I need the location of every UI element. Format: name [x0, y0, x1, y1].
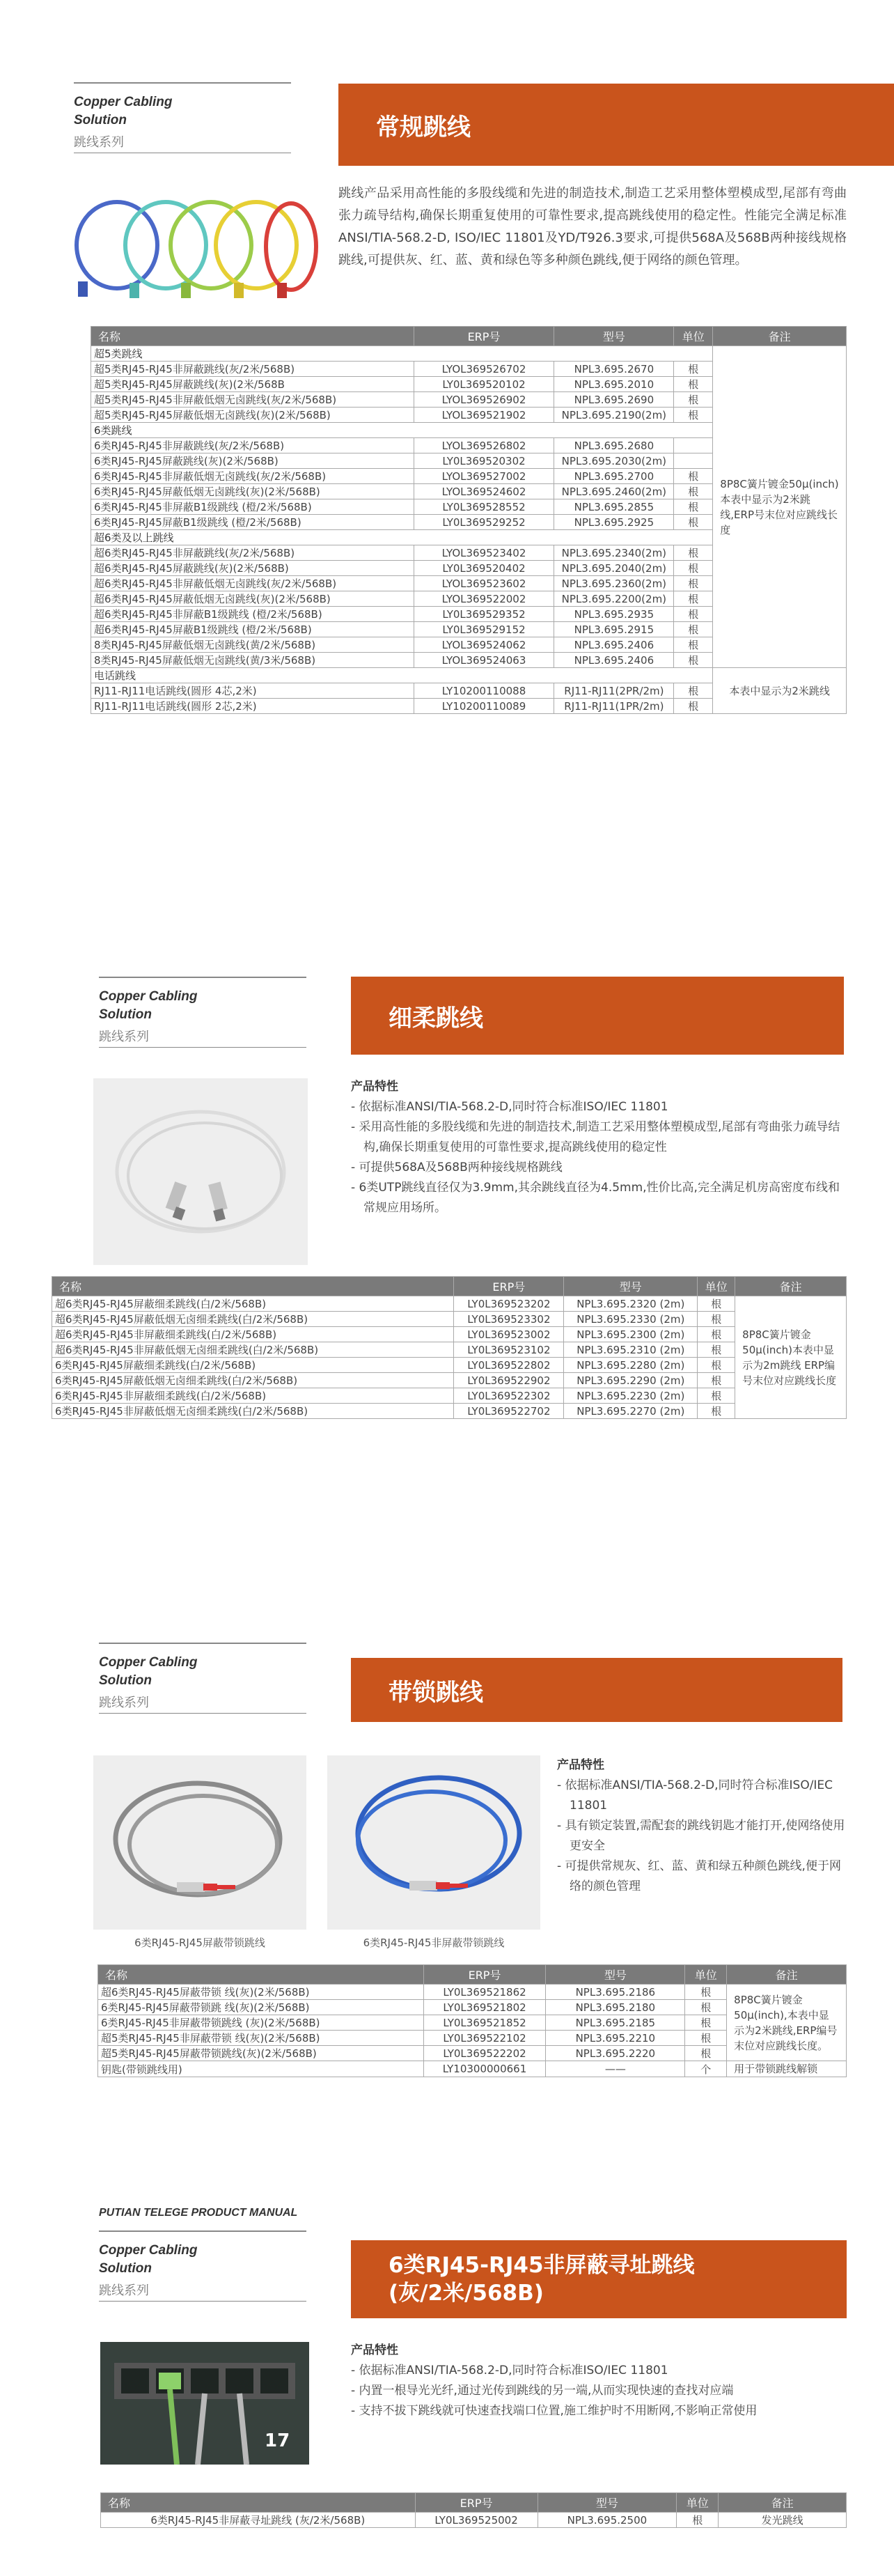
cell-model: NPL3.695.2360(2m) [554, 576, 674, 591]
cell-model: NPL3.695.2280 (2m) [564, 1358, 698, 1373]
cell-unit: 根 [674, 515, 713, 530]
remark-note: 8P8C簧片镀金50μ(inch)本表中显示为2米跳线,ERP号末位对应跳线长度 [713, 346, 847, 668]
cell-erp: LYOL369527002 [414, 469, 554, 484]
feature-item: - 依据标准ANSI/TIA-568.2-D,同时符合标准ISO/IEC 11801 [351, 1097, 845, 1117]
brand-en-line1: Copper Cabling [99, 989, 198, 1004]
cell-model: NPL3.695.2320 (2m) [564, 1296, 698, 1312]
cell-erp: LY10200110089 [414, 699, 554, 714]
cell-erp: LY0L369529152 [414, 622, 554, 637]
cell-model: NPL3.695.2855 [554, 499, 674, 515]
cell-erp: LY0L369522702 [454, 1404, 564, 1419]
cell-name: 超5类RJ45-RJ45屏蔽低烟无卤跳线(灰)(2米/568B) [91, 408, 414, 423]
cell-unit: 根 [674, 377, 713, 392]
remark-note: 本表中显示为2米跳线 [713, 668, 847, 714]
table-row [101, 2513, 847, 2528]
cell-unit: 根 [674, 499, 713, 515]
cell-erp: LY0L369525002 [415, 2513, 538, 2528]
brand-block [99, 2230, 306, 2302]
brand-en-line2: Solution [99, 2261, 152, 2276]
cell-unit: 个 [685, 2061, 727, 2077]
cell-model: NPL3.695.2270 (2m) [564, 1404, 698, 1419]
feature-title: 产品特性 [351, 1080, 398, 1094]
photo-caption: 6类RJ45-RJ45屏蔽带锁跳线 [134, 1937, 265, 1949]
cell-name: 超5类RJ45-RJ45非屏蔽跳线(灰/2米/568B) [91, 362, 414, 377]
feature-title: 产品特性 [351, 2343, 398, 2357]
cell-model: NPL3.695.2680 [554, 438, 674, 453]
cell-erp: LY0L369521862 [423, 1985, 546, 2000]
brand-en-line2: Solution [99, 1007, 152, 1022]
feature-item: - 采用高性能的多股线缆和先进的制造技术,制造工艺采用整体塑模成型,尾部有弯曲张力疏导结构,确保长期重复使用的可靠性要求,提高跳线使用的稳定性 [351, 1117, 845, 1158]
brand-block [99, 977, 306, 1048]
port-number: 17 [265, 2430, 290, 2451]
brand-en-line2: Solution [99, 1673, 152, 1688]
cell-remark: 发光跳线 [719, 2513, 847, 2528]
cell-erp: LYOL369522002 [414, 591, 554, 607]
section-title-banner [351, 977, 844, 1055]
col-unit: 单位 [698, 1277, 735, 1296]
cell-name: 超5类RJ45-RJ45屏蔽带锁跳线(灰)(2米/568B) [98, 2046, 424, 2061]
cell-unit: 根 [698, 1373, 735, 1388]
col-model: 型号 [554, 327, 674, 346]
cell-model: NPL3.695.2406 [554, 637, 674, 653]
cell-erp: LY10200110088 [414, 683, 554, 699]
cell-model: NPL3.695.2406 [554, 653, 674, 668]
section-title: 细柔跳线 [389, 1004, 483, 1032]
cell-name: 6类RJ45-RJ45非屏蔽寻址跳线 (灰/2米/568B) [101, 2513, 416, 2528]
cell-model: NPL3.695.2700 [554, 469, 674, 484]
cell-name: 6类RJ45-RJ45屏蔽低烟无卤细柔跳线(白/2米/568B) [52, 1373, 454, 1388]
unshielded-locking-cord-photo [327, 1755, 540, 1930]
cell-erp: LY0L369521802 [423, 2000, 546, 2015]
cell-model: NPL3.695.2670 [554, 362, 674, 377]
brand-en-line2: Solution [74, 113, 127, 127]
cell-model: NPL3.695.2690 [554, 392, 674, 408]
cell-model: NPL3.695.2330 (2m) [564, 1312, 698, 1327]
cell-erp: LY0L369522802 [454, 1358, 564, 1373]
cell-model: NPL3.695.2300 (2m) [564, 1327, 698, 1342]
manual-title: PUTIAN TELEGE PRODUCT MANUAL [99, 2207, 298, 2219]
cell-unit [674, 438, 713, 453]
cell-unit: 根 [674, 683, 713, 699]
brand-block [74, 82, 291, 153]
feature-title: 产品特性 [557, 1758, 604, 1772]
table-row [52, 1342, 847, 1358]
col-remark: 备注 [727, 1965, 847, 1985]
section-title: 常规跳线 [376, 113, 471, 141]
cell-unit: 根 [685, 2031, 727, 2046]
cell-model: RJ11-RJ11(1PR/2m) [554, 699, 674, 714]
cell-model: NPL3.695.2460(2m) [554, 484, 674, 499]
cell-model: NPL3.695.2010 [554, 377, 674, 392]
col-unit: 单位 [685, 1965, 727, 1985]
cell-unit: 根 [674, 637, 713, 653]
group-label: 6类跳线 [91, 423, 713, 438]
cell-unit: 根 [674, 653, 713, 668]
cell-model: NPL3.695.2290 (2m) [564, 1373, 698, 1388]
cell-unit: 根 [674, 392, 713, 408]
cell-model: —— [546, 2061, 685, 2077]
cell-erp: LYOL369521902 [414, 408, 554, 423]
cell-unit: 根 [685, 2046, 727, 2061]
cell-model: NPL3.695.2210 [546, 2031, 685, 2046]
cell-name: 超6类RJ45-RJ45非屏蔽B1级跳线 (橙/2米/568B) [91, 607, 414, 622]
cell-unit: 根 [698, 1312, 735, 1327]
section-title-banner [351, 2240, 847, 2318]
cell-unit: 根 [698, 1358, 735, 1373]
brand-cn: 跳线系列 [99, 1696, 149, 1710]
group-label: 超6类及以上跳线 [91, 530, 713, 545]
cell-name: 6类RJ45-RJ45屏蔽细柔跳线(白/2米/568B) [52, 1358, 454, 1373]
cell-erp: LYOL369524062 [414, 637, 554, 653]
cell-name: 超5类RJ45-RJ45非屏蔽低烟无卤跳线(灰/2米/568B) [91, 392, 414, 408]
cell-model: NPL3.695.2935 [554, 607, 674, 622]
cell-name: 超6类RJ45-RJ45非屏蔽低烟无卤跳线(灰/2米/568B) [91, 576, 414, 591]
group-label: 超5类跳线 [91, 346, 713, 362]
cell-unit: 根 [674, 545, 713, 561]
cell-name: 超6类RJ45-RJ45非屏蔽细柔跳线(白/2米/568B) [52, 1327, 454, 1342]
cell-erp: LY0L369529252 [414, 515, 554, 530]
cell-model: NPL3.695.2180 [546, 2000, 685, 2015]
cell-name: 超6类RJ45-RJ45屏蔽低烟无卤细柔跳线(白/2米/568B) [52, 1312, 454, 1327]
cell-name: 6类RJ45-RJ45屏蔽带锁跳 线(灰)(2米/568B) [98, 2000, 424, 2015]
feature-item: - 内置一根导光光纤,通过光传到跳线的另一端,从而实现快速的查找对应端 [351, 2381, 847, 2401]
cell-model: RJ11-RJ11(2PR/2m) [554, 683, 674, 699]
product-table-traceable [100, 2492, 847, 2528]
cell-erp: LY0L369523102 [454, 1342, 564, 1358]
cell-erp: LY0L369523202 [454, 1296, 564, 1312]
patch-cords-image [68, 183, 320, 308]
product-table-slim [52, 1276, 847, 1419]
cell-name: 超6类RJ45-RJ45屏蔽跳线(灰)(2米/568B) [91, 561, 414, 576]
table-row [52, 1296, 847, 1312]
cell-erp: LY0L369520402 [414, 561, 554, 576]
col-unit: 单位 [674, 327, 713, 346]
cell-name: 6类RJ45-RJ45屏蔽低烟无卤跳线(灰)(2米/568B) [91, 484, 414, 499]
cell-erp: LYOL369524602 [414, 484, 554, 499]
cell-erp: LY0L369529352 [414, 607, 554, 622]
cell-unit: 根 [674, 561, 713, 576]
section-title-banner [351, 1658, 842, 1722]
col-erp: ERP号 [454, 1277, 564, 1296]
cell-name: 6类RJ45-RJ45非屏蔽带锁跳线 (灰)(2米/568B) [98, 2015, 424, 2031]
cell-erp: LY0L369523302 [454, 1312, 564, 1327]
cell-name: 超6类RJ45-RJ45屏蔽细柔跳线(白/2米/568B) [52, 1296, 454, 1312]
cell-unit: 根 [685, 2015, 727, 2031]
cell-name: 超6类RJ45-RJ45屏蔽低烟无卤跳线(灰)(2米/568B) [91, 591, 414, 607]
cell-name: 8类RJ45-RJ45屏蔽低烟无卤跳线(黄/2米/568B) [91, 637, 414, 653]
brand-cn: 跳线系列 [99, 2283, 149, 2298]
col-name: 名称 [91, 327, 414, 346]
cell-name: 6类RJ45-RJ45非屏蔽低烟无卤细柔跳线(白/2米/568B) [52, 1404, 454, 1419]
cell-erp: LYOL369523402 [414, 545, 554, 561]
col-model: 型号 [546, 1965, 685, 1985]
remark-note: 8P8C簧片镀金50μ(inch)本表中显示为2m跳线 ERP编号末位对应跳线长度 [735, 1296, 847, 1419]
col-model: 型号 [564, 1277, 698, 1296]
cell-name: RJ11-RJ11电话跳线(圆形 4芯,2米) [91, 683, 414, 699]
cell-model: NPL3.695.2220 [546, 2046, 685, 2061]
cell-name: 6类RJ45-RJ45非屏蔽B1级跳线 (橙/2米/568B) [91, 499, 414, 515]
col-name: 名称 [101, 2493, 416, 2513]
cell-unit [674, 453, 713, 469]
cell-unit: 根 [698, 1388, 735, 1404]
col-remark: 备注 [735, 1277, 847, 1296]
brand-cn: 跳线系列 [99, 1030, 149, 1044]
cell-name: 6类RJ45-RJ45非屏蔽跳线(灰/2米/568B) [91, 438, 414, 453]
col-erp: ERP号 [414, 327, 554, 346]
cell-erp: LYOL369526702 [414, 362, 554, 377]
cell-name: 超6类RJ45-RJ45非屏蔽低烟无卤细柔跳线(白/2米/568B) [52, 1342, 454, 1358]
feature-list [351, 2341, 847, 2421]
table-row [52, 1373, 847, 1388]
cell-erp: LYOL369524063 [414, 653, 554, 668]
cell-model: NPL3.695.2310 (2m) [564, 1342, 698, 1358]
cell-erp: LY0L369522102 [423, 2031, 546, 2046]
feature-item: - 支持不拔下跳线就可快速查找端口位置,施工维护时不用断网,不影响正常使用 [351, 2401, 847, 2421]
cell-unit: 根 [677, 2513, 719, 2528]
cell-name: 超6类RJ45-RJ45屏蔽B1级跳线 (橙/2米/568B) [91, 622, 414, 637]
cell-name: 超6类RJ45-RJ45非屏蔽跳线(灰/2米/568B) [91, 545, 414, 561]
slim-cord-photo [93, 1078, 308, 1265]
remark-note: 8P8C簧片镀金50μ(inch),本表中显示为2米跳线,ERP编号末位对应跳线长度。 [727, 1985, 847, 2061]
cell-unit: 根 [674, 576, 713, 591]
col-remark: 备注 [713, 327, 847, 346]
cell-model: NPL3.695.2186 [546, 1985, 685, 2000]
section-description: 跳线产品采用高性能的多股线缆和先进的制造技术,制造工艺采用整体塑模成型,尾部有弯曲张力疏导结构,确保长期重复使用的可靠性要求,提高跳线使用的稳定性。性能完全满足标准ANSI/TIA-568.2-D, ISO/IEC 11801及YD/T926.3要求,可提供568A及568B两种接线规格跳线,可提供灰、红、蓝、黄和绿色等多种颜色跳线,便于网络的颜色管理。 [338, 186, 847, 267]
brand-en-line1: Copper Cabling [99, 1655, 198, 1670]
cell-model: NPL3.695.2915 [554, 622, 674, 637]
cell-unit: 根 [674, 484, 713, 499]
brand-en-line1: Copper Cabling [74, 95, 173, 109]
cell-name: 6类RJ45-RJ45屏蔽B1级跳线 (橙/2米/568B) [91, 515, 414, 530]
product-table-standard [91, 326, 847, 714]
feature-list [557, 1755, 849, 1897]
cell-unit: 根 [698, 1327, 735, 1342]
table-row [52, 1312, 847, 1327]
table-row [52, 1404, 847, 1419]
cell-model: NPL3.695.2185 [546, 2015, 685, 2031]
table-row [52, 1327, 847, 1342]
feature-list [351, 1077, 845, 1218]
cell-erp: LYOL369523602 [414, 576, 554, 591]
feature-item: - 6类UTP跳线直径仅为3.9mm,其余跳线直径为4.5mm,性价比高,完全满足机房高密度布线和常规应用场所。 [351, 1178, 845, 1218]
section-subtitle: (灰/2米/568B) [389, 2281, 544, 2306]
cell-erp: LY0L369528552 [414, 499, 554, 515]
brand-block [99, 1643, 306, 1714]
brand-en-line1: Copper Cabling [99, 2243, 198, 2258]
table-row [98, 1985, 847, 2000]
col-remark: 备注 [719, 2493, 847, 2513]
section-title-banner [338, 84, 894, 166]
cell-erp: LY0L369521852 [423, 2015, 546, 2031]
cell-model: NPL3.695.2030(2m) [554, 453, 674, 469]
table-group-row [91, 346, 847, 362]
cell-model: NPL3.695.2340(2m) [554, 545, 674, 561]
table-row [52, 1358, 847, 1373]
section-title: 6类RJ45-RJ45非屏蔽寻址跳线 [389, 2253, 695, 2278]
cell-erp: LY0L369522902 [454, 1373, 564, 1388]
col-unit: 单位 [677, 2493, 719, 2513]
cell-unit: 根 [674, 622, 713, 637]
cell-name: 超5类RJ45-RJ45非屏蔽带锁 线(灰)(2米/568B) [98, 2031, 424, 2046]
cell-name: 钥匙(带锁跳线用) [98, 2061, 424, 2077]
cell-erp: LYOL369526802 [414, 438, 554, 453]
cell-unit: 根 [674, 408, 713, 423]
section-title: 带锁跳线 [389, 1678, 483, 1707]
cell-unit: 根 [674, 607, 713, 622]
cell-name: 6类RJ45-RJ45非屏蔽细柔跳线(白/2米/568B) [52, 1388, 454, 1404]
cell-name: RJ11-RJ11电话跳线(圆形 2芯,2米) [91, 699, 414, 714]
cell-name: 6类RJ45-RJ45屏蔽跳线(灰)(2米/568B) [91, 453, 414, 469]
remark-note: 用于带锁跳线解锁 [727, 2061, 847, 2077]
cell-name: 超5类RJ45-RJ45屏蔽跳线(灰)(2米/568B [91, 377, 414, 392]
brand-cn: 跳线系列 [74, 135, 124, 150]
shielded-locking-cord-photo [93, 1755, 306, 1930]
feature-item: - 可提供568A及568B两种接线规格跳线 [351, 1158, 845, 1178]
cell-erp: LY0L369520102 [414, 377, 554, 392]
cell-unit: 根 [698, 1404, 735, 1419]
cell-model: NPL3.695.2500 [538, 2513, 677, 2528]
feature-item: - 具有锁定装置,需配套的跳线钥匙才能打开,使网络使用更安全 [557, 1816, 849, 1856]
col-model: 型号 [538, 2493, 677, 2513]
cell-model: NPL3.695.2200(2m) [554, 591, 674, 607]
group-label: 电话跳线 [91, 668, 713, 683]
cell-erp: LYOL369526902 [414, 392, 554, 408]
feature-item: - 依据标准ANSI/TIA-568.2-D,同时符合标准ISO/IEC 11801 [351, 2361, 847, 2381]
cell-unit: 根 [685, 1985, 727, 2000]
cell-unit: 根 [674, 469, 713, 484]
cell-model: NPL3.695.2925 [554, 515, 674, 530]
col-erp: ERP号 [415, 2493, 538, 2513]
feature-item: - 可提供常规灰、红、蓝、黄和绿五种颜色跳线,便于网络的颜色管理 [557, 1856, 849, 1897]
cell-erp: LY0L369520302 [414, 453, 554, 469]
cell-model: NPL3.695.2230 (2m) [564, 1388, 698, 1404]
cell-name: 超6类RJ45-RJ45屏蔽带锁 线(灰)(2米/568B) [98, 1985, 424, 2000]
traceable-cord-photo [100, 2342, 309, 2465]
cell-name: 6类RJ45-RJ45非屏蔽低烟无卤跳线(灰/2米/568B) [91, 469, 414, 484]
product-table-locking [97, 1964, 847, 2077]
feature-item: - 依据标准ANSI/TIA-568.2-D,同时符合标准ISO/IEC 11801 [557, 1776, 849, 1816]
col-name: 名称 [98, 1965, 424, 1985]
cell-unit: 根 [698, 1342, 735, 1358]
cell-erp: LY0L369522302 [454, 1388, 564, 1404]
cell-erp: LY0L369522202 [423, 2046, 546, 2061]
cell-unit: 根 [674, 362, 713, 377]
photo-caption: 6类RJ45-RJ45非屏蔽带锁跳线 [363, 1937, 505, 1949]
col-name: 名称 [52, 1277, 454, 1296]
table-row [52, 1388, 847, 1404]
cell-model: NPL3.695.2190(2m) [554, 408, 674, 423]
cell-unit: 根 [674, 591, 713, 607]
table-row [98, 2061, 847, 2077]
cell-unit: 根 [685, 2000, 727, 2015]
cell-unit: 根 [698, 1296, 735, 1312]
cell-erp: LY10300000661 [423, 2061, 546, 2077]
cell-erp: LY0L369523002 [454, 1327, 564, 1342]
table-group-row [91, 668, 847, 683]
col-erp: ERP号 [423, 1965, 546, 1985]
cell-name: 8类RJ45-RJ45屏蔽低烟无卤跳线(黄/3米/568B) [91, 653, 414, 668]
cell-unit: 根 [674, 699, 713, 714]
cell-model: NPL3.695.2040(2m) [554, 561, 674, 576]
